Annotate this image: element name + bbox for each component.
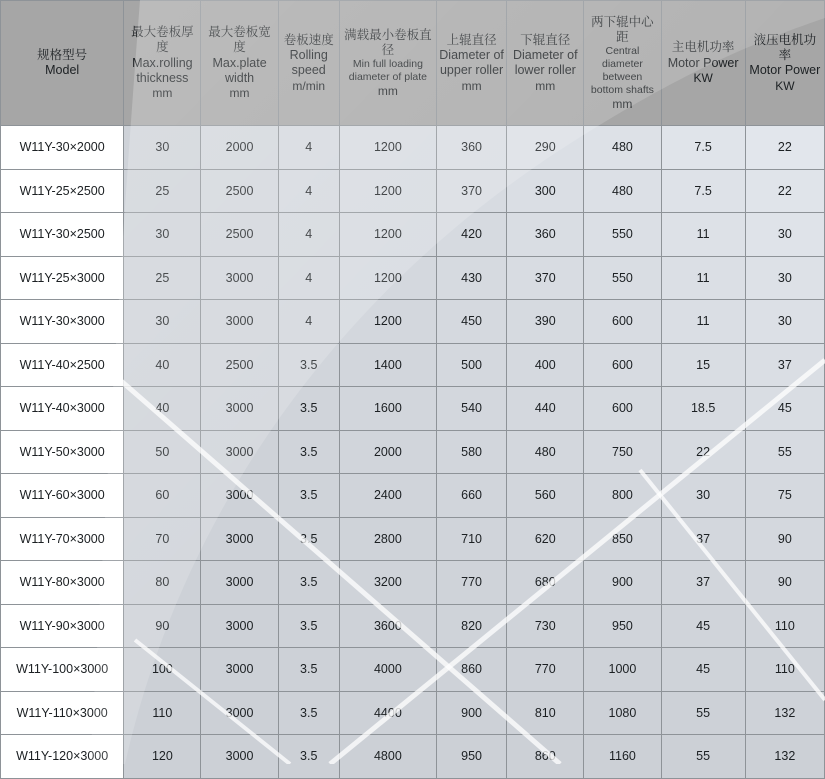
cell-value: 37 xyxy=(661,561,745,605)
cell-value: 3.5 xyxy=(278,517,339,561)
column-header-cn: 规格型号 xyxy=(37,47,88,62)
cell-value: 400 xyxy=(507,343,584,387)
cell-value: 3.5 xyxy=(278,387,339,431)
cell-model: W11Y-80×3000 xyxy=(1,561,124,605)
cell-value: 75 xyxy=(745,474,824,518)
cell-value: 550 xyxy=(584,213,661,257)
column-header-cn: 上辊直径 xyxy=(446,32,497,47)
cell-value: 1600 xyxy=(339,387,436,431)
cell-value: 4 xyxy=(278,126,339,170)
table-row xyxy=(1,126,825,170)
cell-value: 2500 xyxy=(201,213,278,257)
column-header-unit: mm xyxy=(461,78,482,93)
cell-value: 950 xyxy=(437,735,507,779)
cell-value: 600 xyxy=(584,387,661,431)
table-row xyxy=(1,691,825,735)
column-header-unit: mm xyxy=(377,83,398,98)
cell-value: 2000 xyxy=(339,430,436,474)
cell-value: 3000 xyxy=(201,387,278,431)
cell-value: 30 xyxy=(745,256,824,300)
table-row xyxy=(1,561,825,605)
cell-value: 480 xyxy=(507,430,584,474)
cell-value: 2400 xyxy=(339,474,436,518)
cell-value: 950 xyxy=(584,604,661,648)
cell-model: W11Y-90×3000 xyxy=(1,604,124,648)
cell-value: 3.5 xyxy=(278,430,339,474)
cell-value: 45 xyxy=(661,648,745,692)
cell-value: 30 xyxy=(661,474,745,518)
cell-value: 1160 xyxy=(584,735,661,779)
cell-value: 2000 xyxy=(201,126,278,170)
cell-value: 3.5 xyxy=(278,474,339,518)
column-header-en: Min full loading diameter of plate xyxy=(348,58,427,83)
cell-value: 770 xyxy=(437,561,507,605)
cell-value: 1200 xyxy=(339,126,436,170)
column-header-cn: 最大卷板宽度 xyxy=(208,25,271,55)
table-row xyxy=(1,430,825,474)
table-row xyxy=(1,256,825,300)
column-header-cn: 液压电机功率 xyxy=(753,32,817,63)
cell-value: 3200 xyxy=(339,561,436,605)
cell-value: 420 xyxy=(437,213,507,257)
table-row xyxy=(1,300,825,344)
column-header-max-plate-width xyxy=(201,1,278,126)
cell-value: 30 xyxy=(124,126,201,170)
cell-value: 55 xyxy=(745,430,824,474)
column-header-min-full-loading-diameter xyxy=(339,1,436,126)
cell-value: 22 xyxy=(745,126,824,170)
cell-value: 25 xyxy=(124,169,201,213)
cell-value: 860 xyxy=(437,648,507,692)
cell-value: 800 xyxy=(584,474,661,518)
cell-value: 3.5 xyxy=(278,648,339,692)
cell-value: 480 xyxy=(584,169,661,213)
column-header-unit: m/min xyxy=(292,78,326,93)
cell-value: 40 xyxy=(124,387,201,431)
table-row xyxy=(1,387,825,431)
cell-model: W11Y-40×2500 xyxy=(1,343,124,387)
cell-model: W11Y-50×3000 xyxy=(1,430,124,474)
cell-value: 22 xyxy=(661,430,745,474)
cell-value: 110 xyxy=(124,691,201,735)
cell-value: 620 xyxy=(507,517,584,561)
cell-value: 55 xyxy=(661,691,745,735)
cell-value: 30 xyxy=(124,213,201,257)
cell-value: 290 xyxy=(507,126,584,170)
cell-value: 550 xyxy=(584,256,661,300)
table-body xyxy=(1,126,825,779)
column-header-unit: KW xyxy=(693,70,713,85)
cell-value: 450 xyxy=(437,300,507,344)
cell-model: W11Y-30×2000 xyxy=(1,126,124,170)
column-header-unit: mm xyxy=(152,86,173,101)
cell-value: 1200 xyxy=(339,300,436,344)
table-header xyxy=(1,1,825,126)
cell-model: W11Y-30×2500 xyxy=(1,213,124,257)
cell-value: 45 xyxy=(745,387,824,431)
cell-value: 90 xyxy=(124,604,201,648)
cell-value: 4 xyxy=(278,169,339,213)
cell-value: 1200 xyxy=(339,213,436,257)
cell-value: 1400 xyxy=(339,343,436,387)
cell-model: W11Y-110×3000 xyxy=(1,691,124,735)
cell-value: 132 xyxy=(745,691,824,735)
column-header-lower-roller-diameter xyxy=(507,1,584,126)
cell-value: 300 xyxy=(507,169,584,213)
cell-value: 2500 xyxy=(201,169,278,213)
cell-value: 11 xyxy=(661,213,745,257)
cell-model: W11Y-40×3000 xyxy=(1,387,124,431)
cell-value: 3600 xyxy=(339,604,436,648)
cell-value: 730 xyxy=(507,604,584,648)
cell-model: W11Y-100×3000 xyxy=(1,648,124,692)
table-row xyxy=(1,517,825,561)
cell-value: 2800 xyxy=(339,517,436,561)
cell-value: 900 xyxy=(437,691,507,735)
cell-value: 7.5 xyxy=(661,169,745,213)
column-header-en: Diameter of lower roller xyxy=(512,48,578,78)
cell-value: 3000 xyxy=(201,256,278,300)
cell-value: 7.5 xyxy=(661,126,745,170)
column-header-unit: mm xyxy=(612,96,633,111)
cell-value: 820 xyxy=(437,604,507,648)
column-header-unit: KW xyxy=(775,78,795,93)
cell-value: 110 xyxy=(745,604,824,648)
cell-value: 22 xyxy=(745,169,824,213)
cell-value: 710 xyxy=(437,517,507,561)
cell-value: 60 xyxy=(124,474,201,518)
cell-value: 3000 xyxy=(201,517,278,561)
column-header-en: Motor Power xyxy=(749,63,821,78)
cell-value: 660 xyxy=(437,474,507,518)
cell-value: 30 xyxy=(745,213,824,257)
cell-value: 18.5 xyxy=(661,387,745,431)
cell-value: 1080 xyxy=(584,691,661,735)
column-header-cn: 主电机功率 xyxy=(671,40,735,55)
cell-value: 370 xyxy=(507,256,584,300)
cell-value: 80 xyxy=(124,561,201,605)
cell-value: 480 xyxy=(584,126,661,170)
cell-value: 50 xyxy=(124,430,201,474)
column-header-en: Motor Power xyxy=(667,55,739,70)
cell-value: 360 xyxy=(507,213,584,257)
column-header-unit: mm xyxy=(535,78,556,93)
column-header-en: Rolling speed xyxy=(289,48,328,78)
cell-value: 860 xyxy=(507,735,584,779)
cell-value: 3000 xyxy=(201,735,278,779)
table-row xyxy=(1,735,825,779)
column-header-en: Max.rolling thickness xyxy=(132,55,193,85)
cell-value: 132 xyxy=(745,735,824,779)
cell-value: 900 xyxy=(584,561,661,605)
cell-value: 55 xyxy=(661,735,745,779)
column-header-model xyxy=(1,1,124,126)
column-header-cn: 最大卷板厚度 xyxy=(131,25,194,55)
table-header-row xyxy=(1,1,825,126)
cell-value: 90 xyxy=(745,561,824,605)
cell-value: 37 xyxy=(745,343,824,387)
cell-value: 30 xyxy=(745,300,824,344)
cell-value: 2500 xyxy=(201,343,278,387)
cell-value: 560 xyxy=(507,474,584,518)
cell-value: 3.5 xyxy=(278,343,339,387)
column-header-en: Max.plate width xyxy=(212,55,267,85)
table-row xyxy=(1,474,825,518)
cell-value: 1000 xyxy=(584,648,661,692)
cell-value: 70 xyxy=(124,517,201,561)
cell-value: 100 xyxy=(124,648,201,692)
cell-value: 600 xyxy=(584,300,661,344)
cell-value: 750 xyxy=(584,430,661,474)
cell-value: 3.5 xyxy=(278,691,339,735)
column-header-en: Central diameter between bottom shafts xyxy=(590,45,654,96)
cell-value: 540 xyxy=(437,387,507,431)
cell-model: W11Y-70×3000 xyxy=(1,517,124,561)
cell-model: W11Y-120×3000 xyxy=(1,735,124,779)
cell-value: 110 xyxy=(745,648,824,692)
cell-value: 3.5 xyxy=(278,604,339,648)
cell-value: 4000 xyxy=(339,648,436,692)
table-row xyxy=(1,343,825,387)
cell-value: 600 xyxy=(584,343,661,387)
column-header-hydraulic-motor-power xyxy=(745,1,824,126)
cell-value: 3000 xyxy=(201,300,278,344)
cell-value: 4400 xyxy=(339,691,436,735)
table-row xyxy=(1,604,825,648)
column-header-unit: mm xyxy=(229,86,250,101)
table-row xyxy=(1,648,825,692)
cell-value: 3000 xyxy=(201,648,278,692)
cell-value: 11 xyxy=(661,300,745,344)
cell-value: 90 xyxy=(745,517,824,561)
cell-value: 360 xyxy=(437,126,507,170)
cell-value: 15 xyxy=(661,343,745,387)
cell-value: 810 xyxy=(507,691,584,735)
cell-value: 37 xyxy=(661,517,745,561)
cell-value: 4 xyxy=(278,213,339,257)
cell-value: 680 xyxy=(507,561,584,605)
column-header-central-diameter-bottom-shafts xyxy=(584,1,661,126)
cell-model: W11Y-25×3000 xyxy=(1,256,124,300)
cell-value: 440 xyxy=(507,387,584,431)
cell-value: 3000 xyxy=(201,561,278,605)
table-row xyxy=(1,213,825,257)
column-header-cn: 卷板速度 xyxy=(283,32,334,47)
cell-value: 390 xyxy=(507,300,584,344)
column-header-main-motor-power xyxy=(661,1,745,126)
column-header-en: Model xyxy=(45,63,80,77)
column-header-max-rolling-thickness xyxy=(124,1,201,126)
cell-value: 3000 xyxy=(201,474,278,518)
table-row xyxy=(1,169,825,213)
column-header-cn: 下辊直径 xyxy=(520,32,571,47)
column-header-upper-roller-diameter xyxy=(437,1,507,126)
cell-value: 30 xyxy=(124,300,201,344)
cell-value: 1200 xyxy=(339,256,436,300)
cell-value: 3.5 xyxy=(278,735,339,779)
cell-model: W11Y-30×3000 xyxy=(1,300,124,344)
cell-value: 25 xyxy=(124,256,201,300)
column-header-cn: 两下辊中心距 xyxy=(591,14,654,45)
column-header-cn: 满载最小卷板直径 xyxy=(344,27,432,57)
cell-value: 770 xyxy=(507,648,584,692)
cell-value: 500 xyxy=(437,343,507,387)
cell-value: 3000 xyxy=(201,430,278,474)
cell-value: 120 xyxy=(124,735,201,779)
cell-value: 4 xyxy=(278,300,339,344)
cell-value: 1200 xyxy=(339,169,436,213)
column-header-rolling-speed xyxy=(278,1,339,126)
cell-value: 850 xyxy=(584,517,661,561)
cell-value: 3000 xyxy=(201,691,278,735)
cell-value: 4 xyxy=(278,256,339,300)
cell-value: 3.5 xyxy=(278,561,339,605)
cell-value: 3000 xyxy=(201,604,278,648)
column-header-en: Diameter of upper roller xyxy=(439,48,504,78)
cell-value: 580 xyxy=(437,430,507,474)
cell-value: 45 xyxy=(661,604,745,648)
cell-value: 370 xyxy=(437,169,507,213)
cell-model: W11Y-60×3000 xyxy=(1,474,124,518)
cell-value: 11 xyxy=(661,256,745,300)
cell-model: W11Y-25×2500 xyxy=(1,169,124,213)
cell-value: 40 xyxy=(124,343,201,387)
cell-value: 4800 xyxy=(339,735,436,779)
cell-value: 430 xyxy=(437,256,507,300)
